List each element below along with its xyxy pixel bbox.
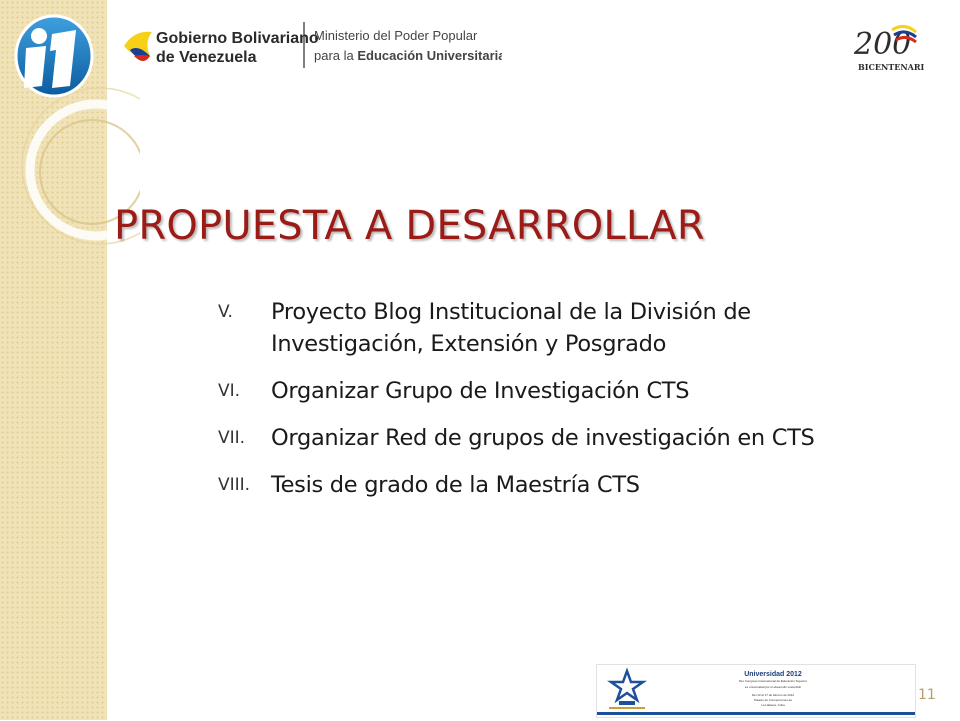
- star-logo-icon: [609, 671, 645, 709]
- svg-text:de Venezuela: [156, 49, 257, 66]
- list-item-number: VI.: [218, 381, 241, 401]
- list-item-number: V.: [218, 302, 233, 322]
- list-item-text: Organizar Grupo de Investigación CTS: [271, 378, 690, 404]
- svg-text:Ministerio del Poder Popular: [314, 28, 478, 43]
- list-item-text: Tesis de grado de la Maestría CTS: [271, 472, 640, 498]
- institution-logo-icon: [12, 14, 96, 98]
- banner-title: Universidad 2012: [744, 671, 802, 678]
- ministry-line2-prefix: para la: [314, 48, 358, 63]
- gov-line1: Gobierno Bolivariano: [156, 30, 319, 47]
- list-item-number: VIII.: [218, 475, 251, 495]
- list-item: [218, 375, 938, 407]
- svg-text:Gobierno Bolivariano: [156, 30, 319, 47]
- banner-tagline: La universidad por el desarrollo sostenible: [744, 685, 802, 689]
- list-item: [218, 296, 938, 360]
- banner-venue: Palacio de Convenciones de: [753, 698, 793, 702]
- ministry-line2-bold: Educación Universitaria: [357, 48, 502, 63]
- list-item: [218, 469, 938, 501]
- list-item-text: Proyecto Blog Institucional de la División de Investigación, Extensión y Posgrado: [271, 299, 751, 357]
- venezuela-flag-icon: [124, 32, 152, 61]
- gov-line2: de Venezuela: [156, 49, 257, 66]
- conference-banner: [596, 664, 916, 718]
- ministry-line1: Ministerio del Poder Popular: [314, 28, 478, 43]
- bicentenario-number: 200: [854, 27, 912, 62]
- slide-title: PROPUESTA A DESARROLLAR: [114, 203, 705, 249]
- list-item: [218, 422, 938, 454]
- bicentenario-label: BICENTENARIO: [858, 62, 924, 72]
- banner-subtitle: 8vo Congreso Internacional de Educación Superior: [739, 679, 807, 683]
- list-item-number: VII.: [218, 428, 246, 448]
- proposal-list: [218, 296, 938, 516]
- banner-city: La Habana, Cuba: [761, 703, 785, 707]
- page-number: 11: [918, 687, 936, 703]
- svg-text:para la Educación Universitari: [314, 48, 502, 63]
- list-item-text: Organizar Red de grupos de investigación en CTS: [271, 425, 815, 451]
- bicentenario-logo: [852, 20, 924, 76]
- banner-date: Del 13 al 17 de febrero de 2012: [751, 693, 795, 697]
- government-logo: [122, 20, 502, 72]
